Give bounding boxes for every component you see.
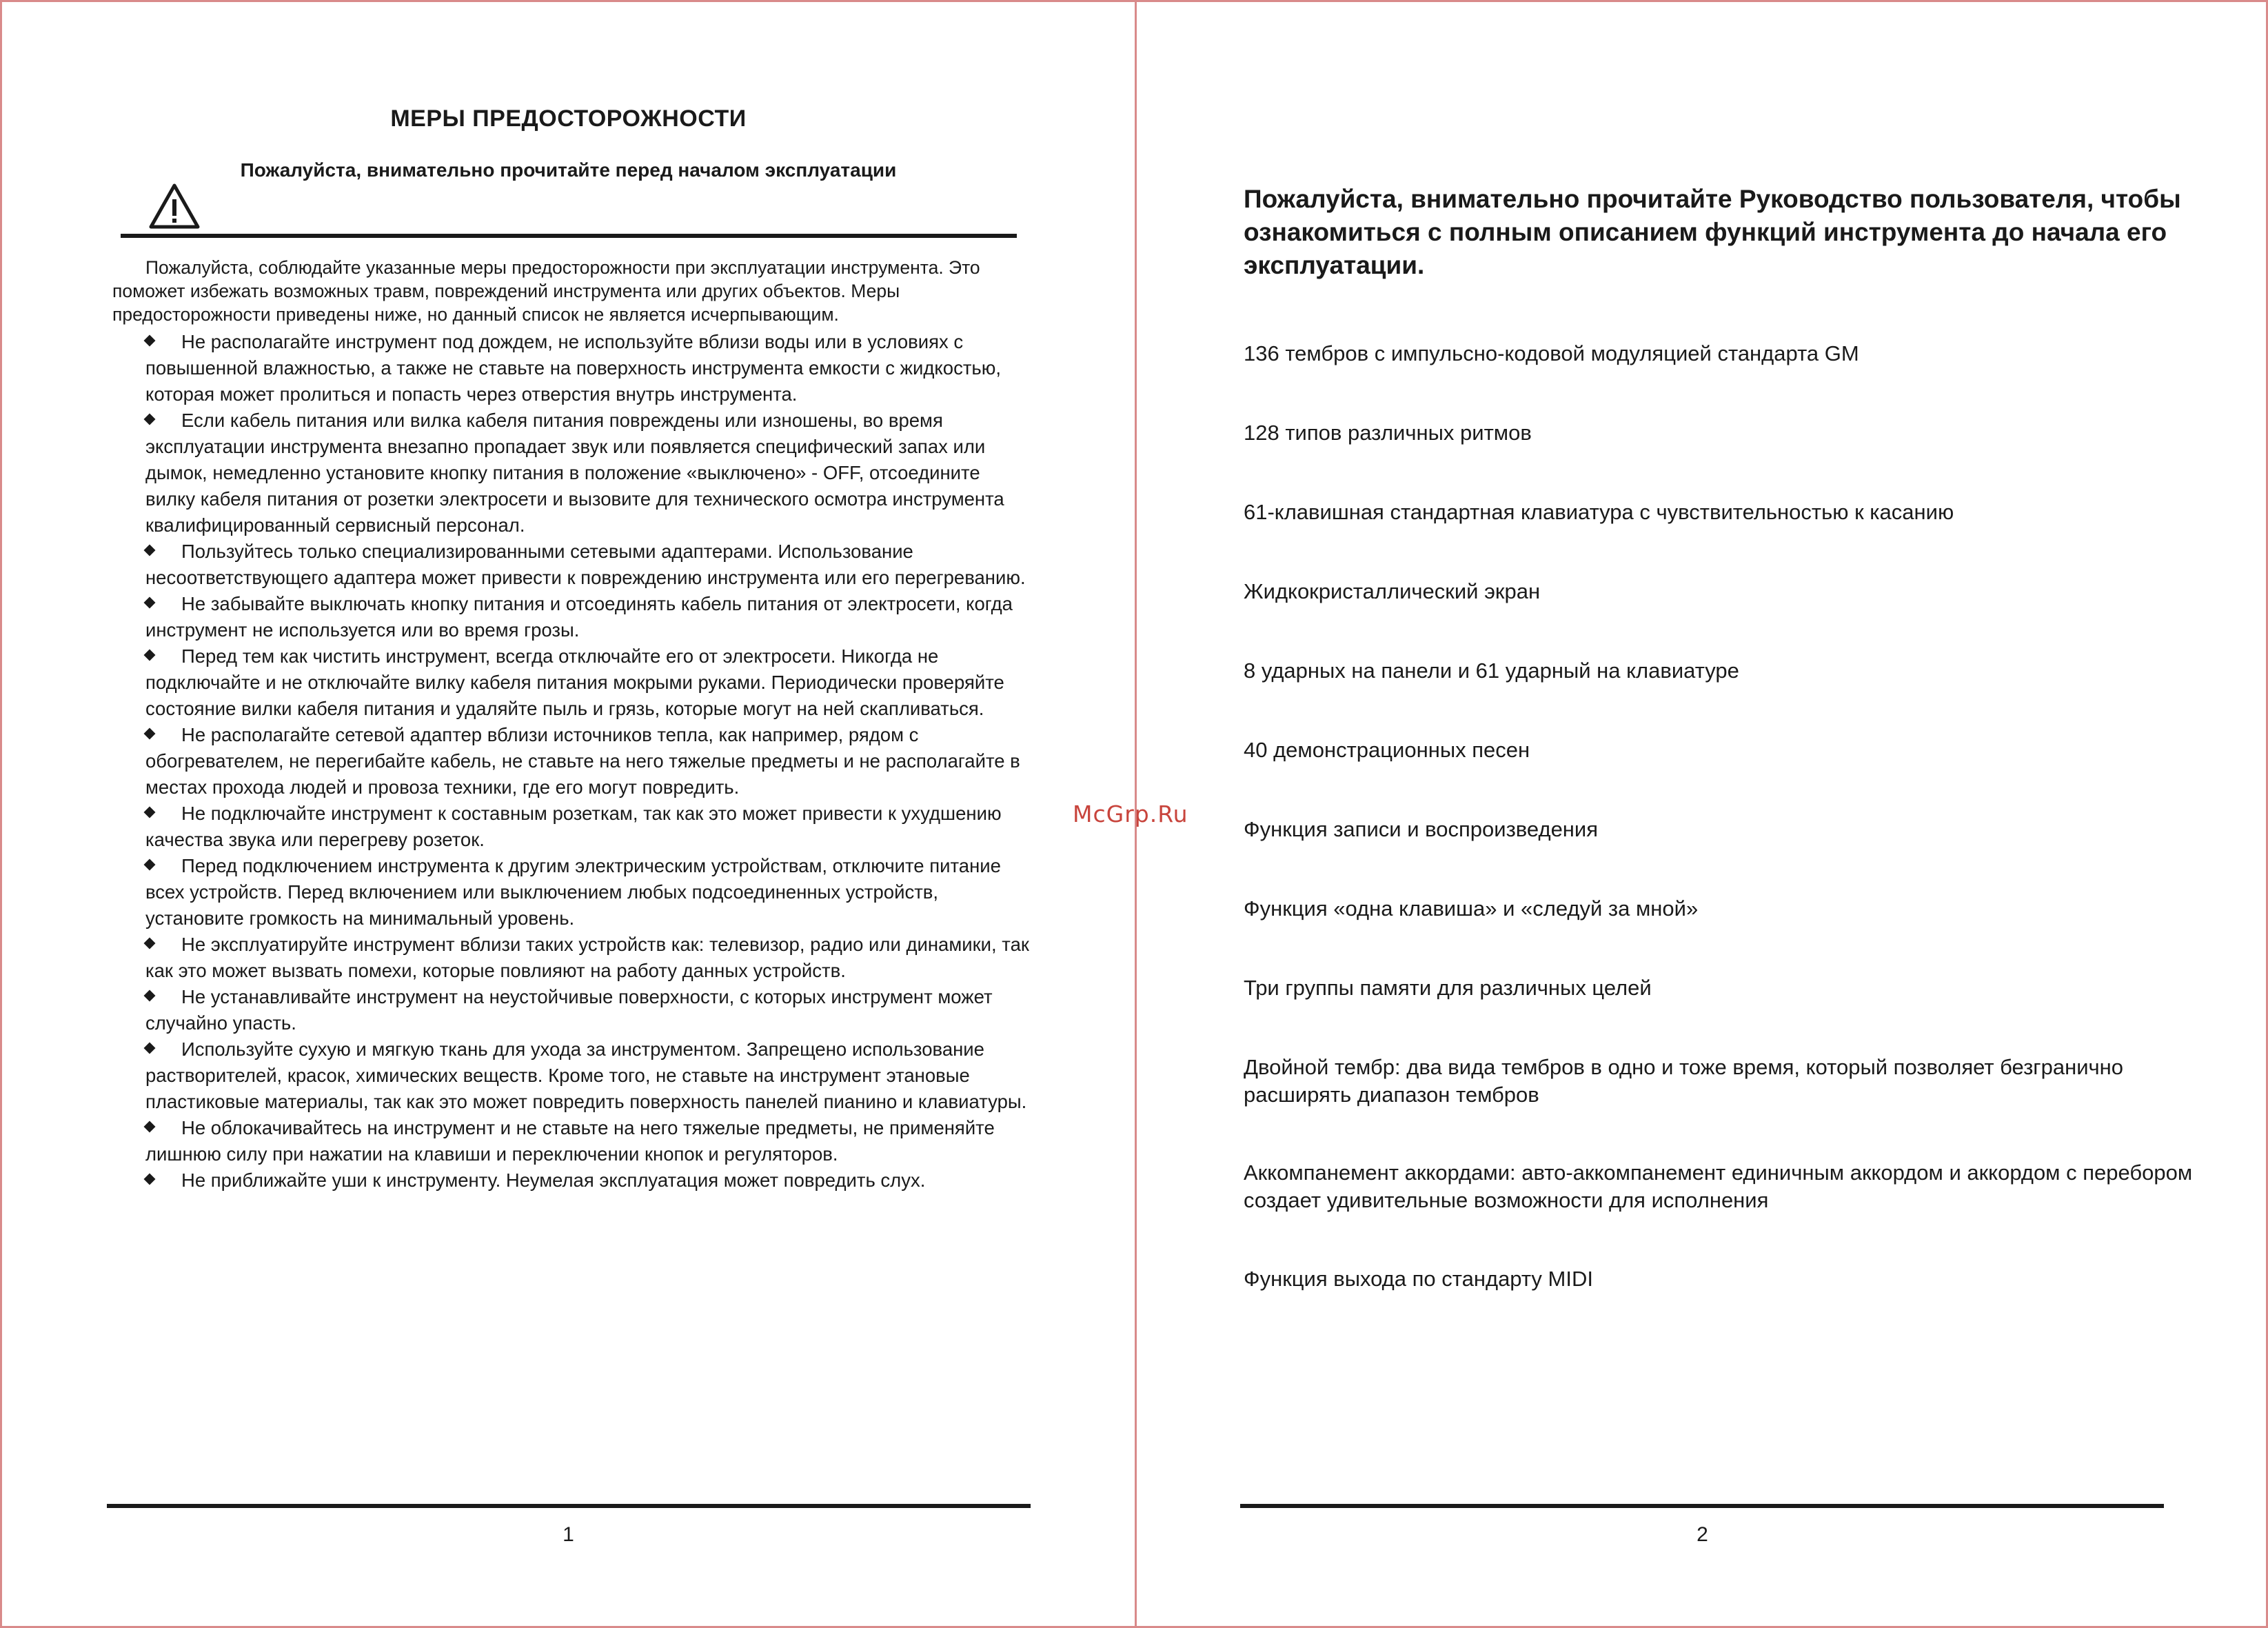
diamond-bullet-icon [145,939,156,950]
list-item: Не эксплуатируйте инструмент вблизи таких устройств как: телевизор, радио или динамики, так как это может вызвать помехи, которые повлияют на работу данных устройств. [145,934,1029,981]
page-subtitle: Пожалуйста, внимательно прочитайте перед началом эксплуатации [240,159,897,181]
page-number: 1 [563,1523,574,1546]
intro-paragraph: Пожалуйста, соблюдайте указанные меры предосторожности при эксплуатации инструмента. Это поможет избежать возможных травм, повреждений инструмента или других объектов. Меры предосторожности приведены ниже, но данный список не является исчерпывающим. [112,257,980,325]
diamond-bullet-icon [145,730,156,741]
header-rule [121,234,1017,238]
warning-triangle-icon [148,183,201,231]
read-manual-notice: Пожалуйста, внимательно прочитайте Руководство пользователя, чтобы ознакомиться с полным описанием функций инструмента до начала его эксплуатации. [1244,185,2181,279]
diamond-bullet-icon [145,1044,156,1055]
list-item: Используйте сухую и мягкую ткань для ухода за инструментом. Запрещено использование растворителей, красок, химических веществ. Кроме того, не ставьте на инструмент этановые пластиковые материалы, так как это может повредить поверхность панелей пианино и клавиатуры. [145,1038,1027,1112]
diamond-bullet-icon [145,599,156,610]
list-item: Не приближайте уши к инструменту. Неумелая эксплуатация может повредить слух. [145,1167,1029,1194]
warnings-list [112,329,1029,1194]
left-page [2,2,1135,1626]
diamond-bullet-icon [145,808,156,819]
diamond-bullet-icon [145,336,156,348]
footer-rule [1240,1504,2164,1508]
page-number: 2 [1697,1523,1708,1546]
list-item: Если кабель питания или вилка кабеля питания повреждены или изношены, во время эксплуатации инструмента внезапно пропадает звук или появляется специфический запах или дымок, немедленно установите кнопку питания в положение «выключено» - OFF, отсоедините вилку кабеля питания от розетки электросети и вызовите для технического осмотра инструмента квалифицированный сервисный персонал. [145,410,1004,536]
diamond-bullet-icon [145,1175,156,1186]
feature-item: Функция записи и воспроизведения [1244,817,1599,841]
feature-item: Жидкокристаллический экран [1244,579,1541,603]
precautions-body [112,256,1029,1194]
list-item: Пользуйтесь только специализированными сетевыми адаптерами. Использование несоответствующего адаптера может привести к повреждению инструмента или его перегреванию. [145,541,1026,588]
footer-rule [107,1504,1031,1508]
feature-item: 136 тембров с импульсно-кодовой модуляцией стандарта GM [1244,341,1859,365]
feature-item: Функция «одна клавиша» и «следуй за мной» [1244,896,1699,921]
feature-item: 128 типов различных ритмов [1244,421,1532,445]
list-item: Перед подключением инструмента к другим электрическим устройствам, отключите питание всех устройств. Перед включением или выключением любых подсоединенных устройств, установите громкость на минимальный уровень. [145,855,1001,929]
diamond-bullet-icon [145,651,156,662]
feature-item: Три группы памяти для различных целей [1244,976,1652,1000]
diamond-bullet-icon [145,1123,156,1134]
list-item: Не облокачивайтесь на инструмент и не ставьте на него тяжелые предметы, не применяйте лишнюю силу при нажатии на клавиши и переключении кнопок и регуляторов. [145,1117,995,1165]
watermark: McGrp.Ru [1073,801,1188,827]
feature-item: 8 ударных на панели и 61 ударный на клавиатуре [1244,659,1739,683]
feature-item: 40 демонстрационных песен [1244,738,1530,762]
page-title: МЕРЫ ПРЕДОСТОРОЖНОСТИ [390,105,747,132]
list-item: Не устанавливайте инструмент на неустойчивые поверхности, с которых инструмент может случайно упасть. [145,986,993,1034]
feature-item: Аккомпанемент аккордами: авто-аккомпанемент единичным аккордом и аккордом с перебором создает удивительные возможности для исполнения [1244,1160,2193,1212]
feature-item: 61-клавишная стандартная клавиатура с чувствительностью к касанию [1244,500,1954,524]
diamond-bullet-icon [145,992,156,1003]
list-item: Не располагайте инструмент под дождем, не используйте вблизи воды или в условиях с повышенной влажностью, а также не ставьте на поверхность инструмента емкости с жидкостью, которая может пролиться и попасть через отверстия внутрь инструмента. [145,331,1002,405]
right-page [1137,2,2268,1626]
list-item: Перед тем как чистить инструмент, всегда отключайте его от электросети. Никогда не подключайте и не отключайте вилку кабеля питания мокрыми руками. Периодически проверяйте состояние вилки кабеля питания и удаляйте пыль и грязь, которые могут на ней скапливаться. [145,645,1004,719]
feature-item: Двойной тембр: два вида тембров в одно и тоже время, который позволяет безгранично расширять диапазон тембров [1244,1055,2124,1107]
list-item: Не забывайте выключать кнопку питания и отсоединять кабель питания от электросети, когда инструмент не используется или во время грозы. [145,593,1013,641]
diamond-bullet-icon [145,415,156,426]
list-item: Не подключайте инструмент к составным розеткам, так как это может привести к ухудшению качества звука или перегреву розеток. [145,803,1002,850]
list-item: Не располагайте сетевой адаптер вблизи источников тепла, как например, рядом с обогревателем, не перегибайте кабель, не ставьте на него тяжелые предметы и не располагайте в местах прохода людей и провоза техники, где его могут повредить. [145,724,1020,798]
diamond-bullet-icon [145,861,156,872]
feature-item: Функция выхода по стандарту MIDI [1244,1267,1593,1291]
diamond-bullet-icon [145,546,156,557]
